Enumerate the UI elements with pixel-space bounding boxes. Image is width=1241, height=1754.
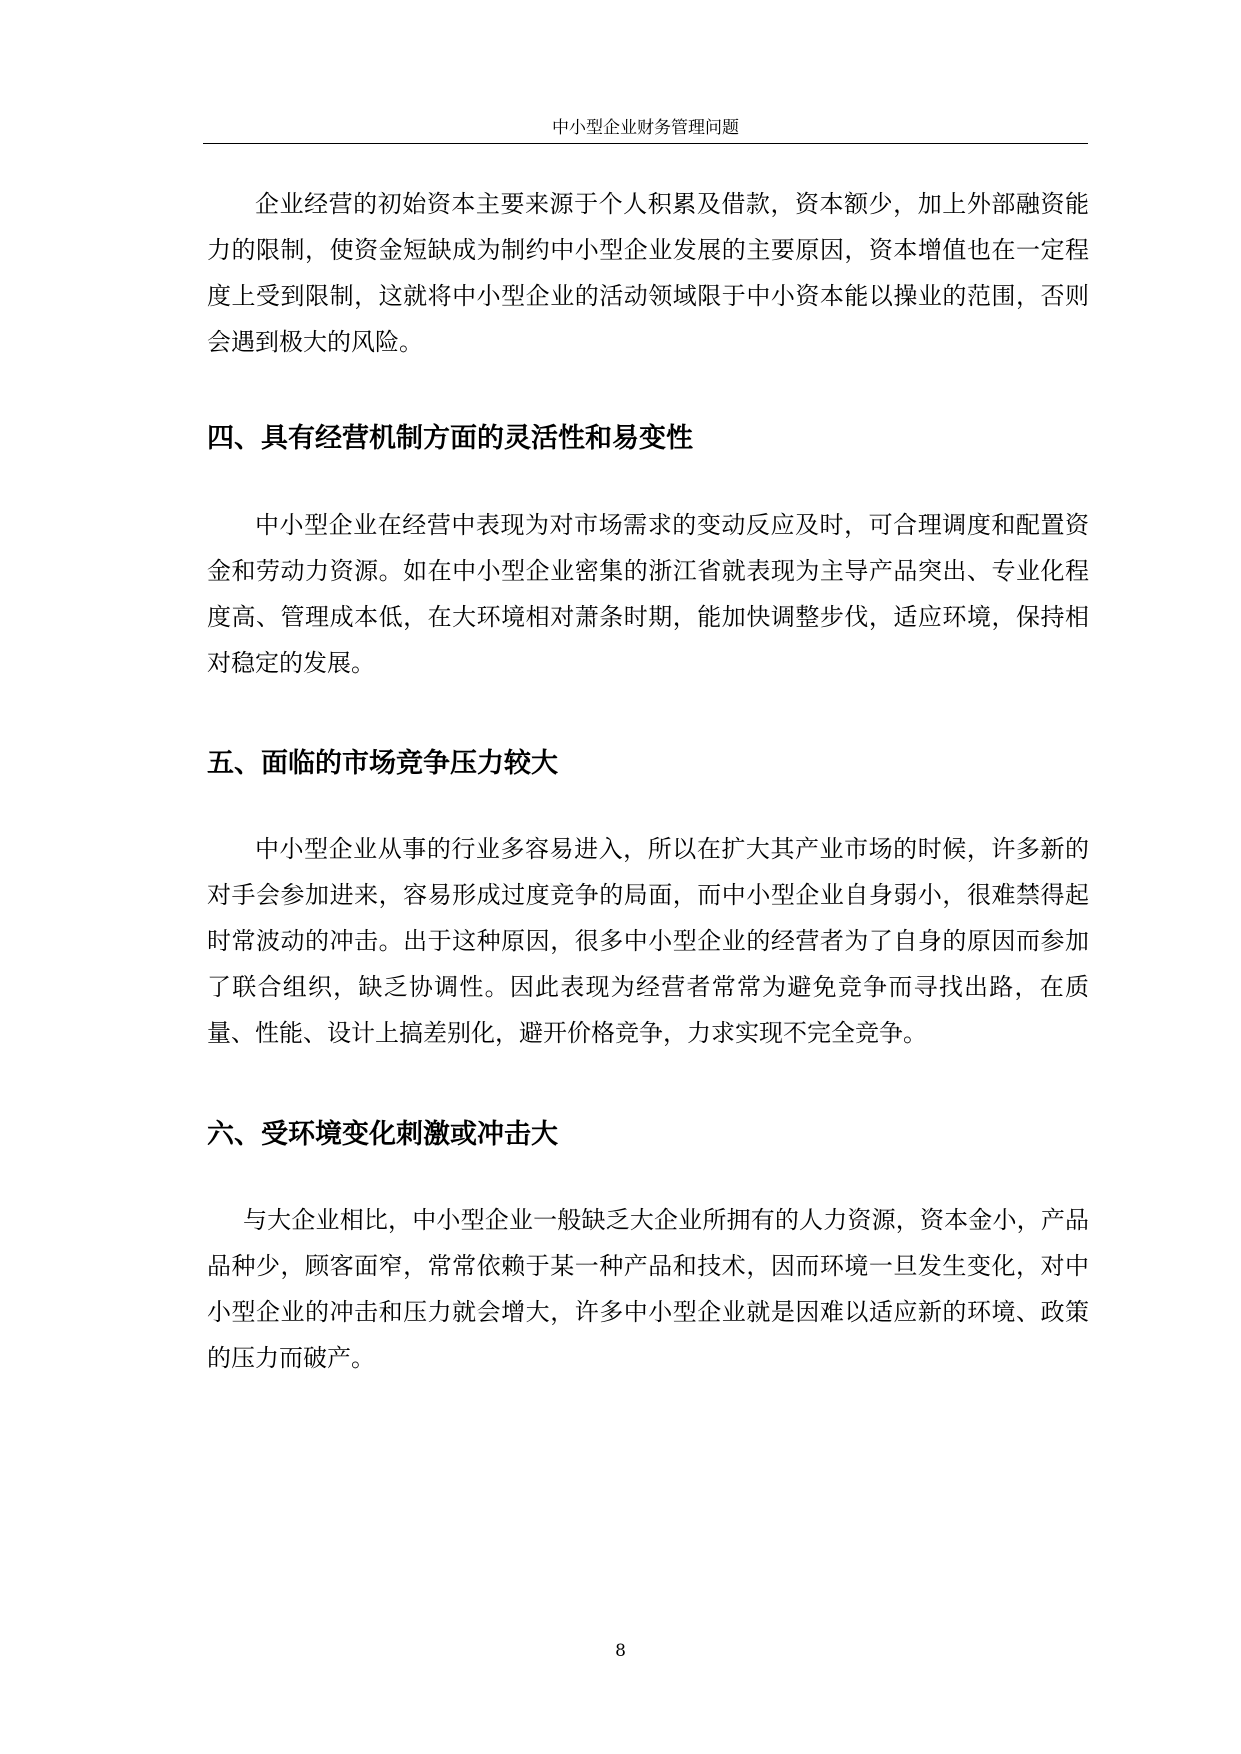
- section-heading-6: 六、受环境变化刺激或冲击大: [207, 1119, 558, 1150]
- running-header: 中小型企业财务管理问题: [552, 118, 739, 138]
- paragraph-flexibility: 中小型企业在经营中表现为对市场需求的变动反应及时，可合理调度和配置资金和劳动力资源。如在中小型企业密集的浙江省就表现为主导产品突出、专业化程度高、管理成本低，在大环境相对萧条时期，能加快调整步伐，适应环境，保持相对稳定的发展。: [207, 511, 1089, 677]
- page-number: 8: [615, 1641, 626, 1661]
- header-divider: [203, 143, 1088, 144]
- section-heading-5: 五、面临的市场竞争压力较大: [207, 748, 558, 779]
- section-heading-4: 四、具有经营机制方面的灵活性和易变性: [207, 423, 693, 454]
- paragraph-capital-sources: 企业经营的初始资本主要来源于个人积累及借款，资本额少，加上外部融资能力的限制，使资金短缺成为制约中小型企业发展的主要原因，资本增值也在一定程度上受到限制，这就将中小型企业的活动领域限于中小资本能以操业的范围，否则会遇到极大的风险。: [207, 190, 1089, 356]
- paragraph-environment: 与大企业相比，中小型企业一般缺乏大企业所拥有的人力资源，资本金小，产品品种少，顾客面窄，常常依赖于某一种产品和技术，因而环境一旦发生变化，对中小型企业的冲击和压力就会增大，许多中小型企业就是因难以适应新的环境、政策的压力而破产。: [207, 1206, 1089, 1372]
- paragraph-competition: 中小型企业从事的行业多容易进入，所以在扩大其产业市场的时候，许多新的对手会参加进来，容易形成过度竞争的局面，而中小型企业自身弱小，很难禁得起时常波动的冲击。出于这种原因，很多中小型企业的经营者为了自身的原因而参加了联合组织，缺乏协调性。因此表现为经营者常常为避免竞争而寻找出路，在质量、性能、设计上搞差别化，避开价格竞争，力求实现不完全竞争。: [207, 835, 1089, 1047]
